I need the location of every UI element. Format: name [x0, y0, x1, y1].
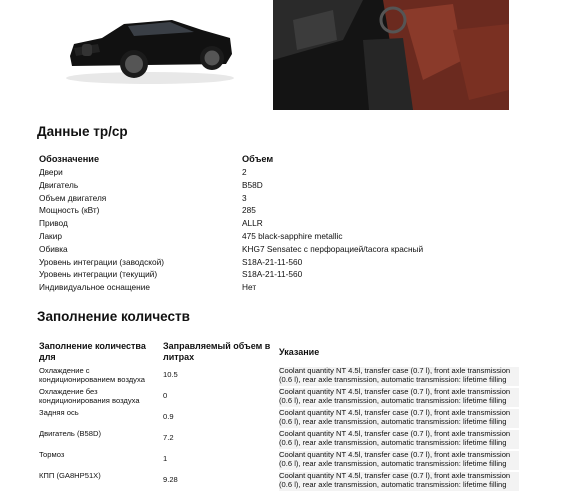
table-row — [39, 407, 519, 428]
row-label: Привод — [39, 218, 68, 229]
row-label: Индивидуальное оснащение — [39, 282, 150, 293]
fill-table-header — [39, 339, 519, 365]
fill-volume: 0 — [163, 391, 168, 400]
fill-note: Coolant quantity NT 4.5l, transfer case (0.7 l), front axle transmission (0.6 l), rear axle transmission, automatic transmission: lifetime filling — [279, 472, 519, 491]
car-interior-image — [273, 0, 509, 110]
row-value: S18A-21-11-560 — [242, 269, 303, 280]
table-row — [39, 204, 539, 217]
fill-item: Задняя ось — [39, 408, 79, 417]
row-label: Уровень интеграции (текущий) — [39, 269, 158, 280]
row-label: Объем двигателя — [39, 192, 107, 203]
table-row — [39, 470, 519, 491]
fill-note: Coolant quantity NT 4.5l, transfer case (0.7 l), front axle transmission (0.6 l), rear axle transmission, automatic transmission: lifetime filling — [279, 367, 519, 386]
table-row — [39, 243, 539, 256]
table-row — [39, 230, 539, 243]
row-value: ALLR — [242, 218, 263, 229]
table-row — [39, 268, 539, 281]
fill-item: КПП (GA8HP51X) — [39, 471, 101, 480]
row-value: 3 — [242, 192, 247, 203]
row-label: Уровень интеграции (заводской) — [39, 256, 165, 267]
table-row — [39, 365, 519, 386]
car-exterior-image — [62, 8, 238, 88]
header-fill-for: Заполнение количества для — [39, 341, 146, 362]
header-note: Указание — [279, 347, 320, 357]
table-row — [39, 386, 519, 407]
row-value: 2 — [242, 167, 247, 177]
table-row — [39, 166, 539, 179]
fill-note: Coolant quantity NT 4.5l, transfer case (0.7 l), front axle transmission (0.6 l), rear axle transmission, automatic transmission: lifetime filling — [279, 451, 519, 470]
table-row — [39, 428, 519, 449]
row-value: B58D — [242, 179, 263, 190]
header-fill-volume: Заправляемый объем в литрах — [163, 341, 271, 362]
fill-volume: 10.5 — [163, 370, 178, 379]
fill-item: Охлаждение с кондиционированием воздуха — [39, 366, 145, 384]
row-label: Двигатель — [39, 179, 79, 190]
row-label: Лакир — [39, 230, 62, 241]
row-value: S18A-21-11-560 — [242, 256, 303, 267]
fill-note: Coolant quantity NT 4.5l, transfer case (0.7 l), front axle transmission (0.6 l), rear axle transmission, automatic transmission: lifetime filling — [279, 430, 519, 449]
vehicle-data-header — [39, 152, 539, 166]
table-row — [39, 192, 539, 205]
table-row — [39, 449, 519, 470]
vehicle-data-table — [39, 152, 539, 294]
fill-volume: 9.28 — [163, 475, 178, 484]
header-volume: Объем — [242, 154, 274, 164]
row-value: KHG7 Sensatec с перфорацией/tacora красный — [242, 243, 424, 254]
fill-volume: 0.9 — [163, 412, 174, 421]
fill-volume: 7.2 — [163, 433, 174, 442]
fill-note: Coolant quantity NT 4.5l, transfer case (0.7 l), front axle transmission (0.6 l), rear axle transmission, automatic transmission: lifetime filling — [279, 388, 519, 407]
fill-quantities-title: Заполнение количеств — [37, 309, 190, 324]
table-row — [39, 217, 539, 230]
table-row — [39, 256, 539, 269]
fill-note: Coolant quantity NT 4.5l, transfer case (0.7 l), front axle transmission (0.6 l), rear axle transmission, automatic transmission: lifetime filling — [279, 409, 519, 428]
fill-item: Тормоз — [39, 450, 65, 459]
table-row — [39, 281, 539, 294]
row-label: Двери — [39, 167, 63, 177]
row-label: Обивка — [39, 243, 68, 254]
fill-item: Двигатель (B58D) — [39, 429, 101, 438]
fill-table — [39, 365, 519, 491]
fill-item: Охлаждение без кондиционирования воздуха — [39, 387, 140, 405]
table-row — [39, 179, 539, 192]
vehicle-data-title: Данные тр/ср — [37, 124, 128, 139]
row-value: Нет — [242, 282, 257, 293]
row-label: Мощность (кВт) — [39, 205, 100, 216]
row-value: 475 black-sapphire metallic — [242, 230, 343, 241]
fill-volume: 1 — [163, 454, 168, 463]
row-value: 285 — [242, 205, 256, 216]
header-designation: Обозначение — [39, 154, 100, 164]
